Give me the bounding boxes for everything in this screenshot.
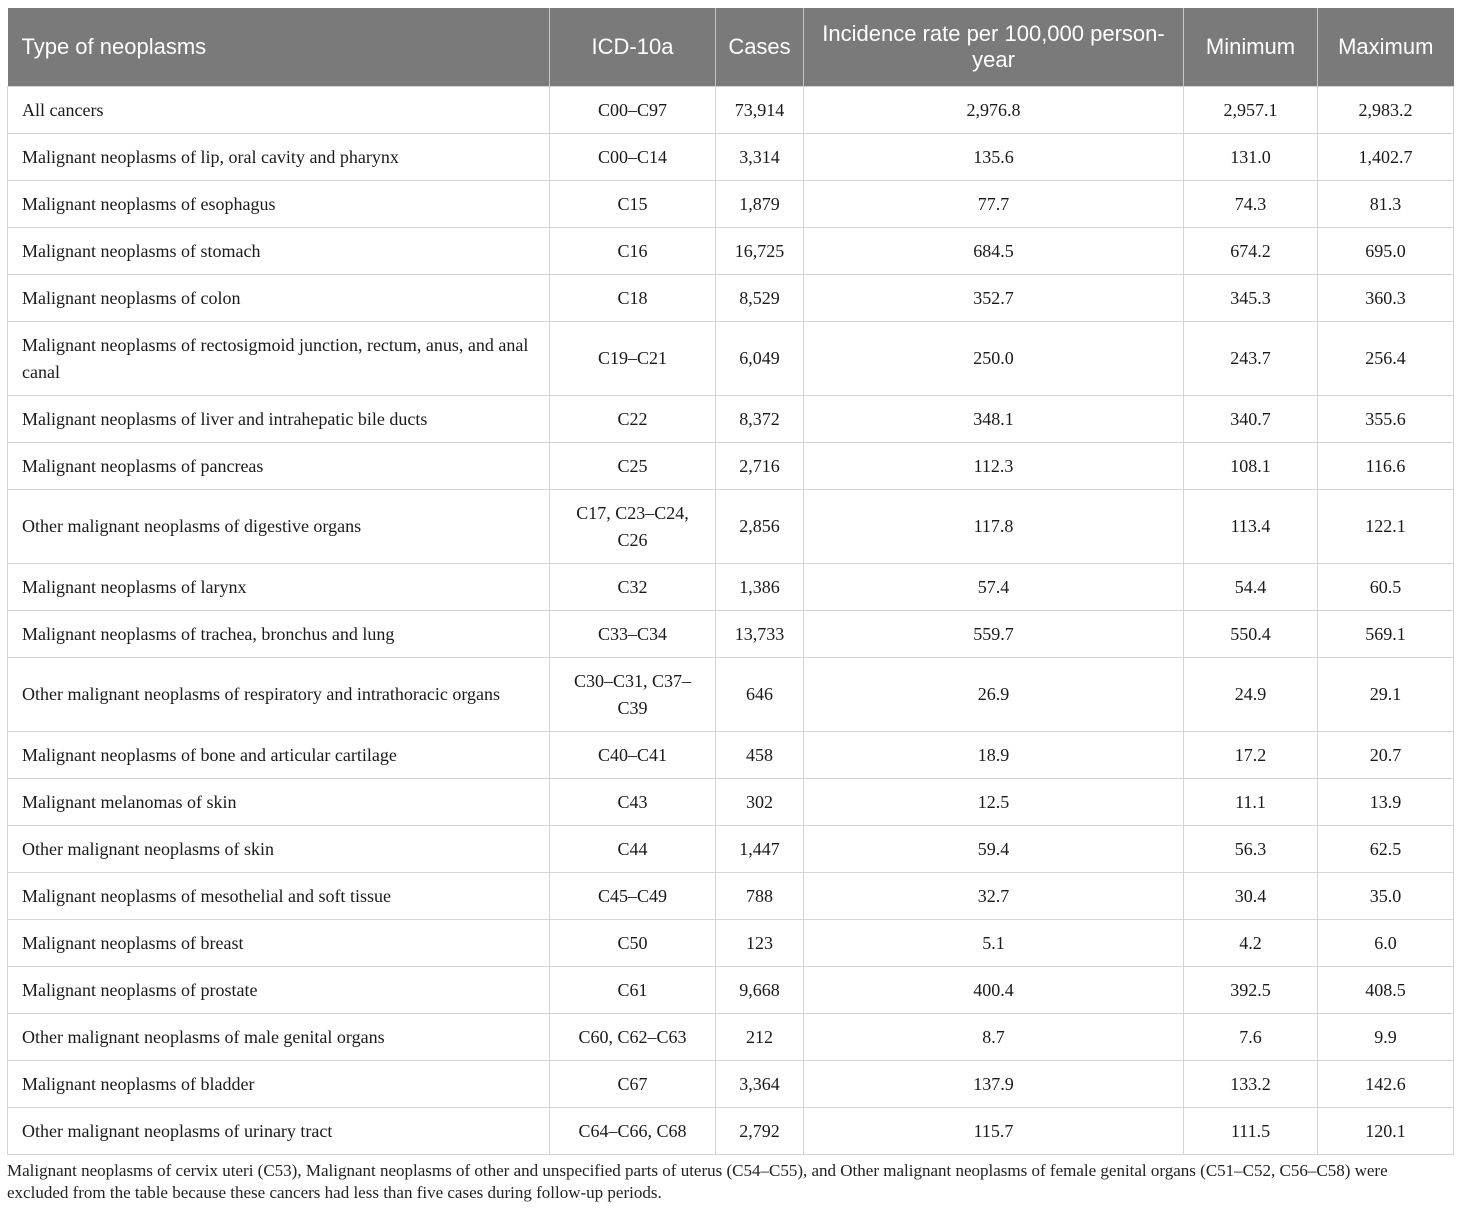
cell-icd: C40–C41 [550, 732, 716, 779]
cell-icd: C00–C97 [550, 87, 716, 134]
cell-maximum: 116.6 [1318, 443, 1454, 490]
cell-icd: C19–C21 [550, 322, 716, 396]
cell-incidence-rate: 12.5 [804, 779, 1184, 826]
cell-maximum: 60.5 [1318, 564, 1454, 611]
cell-minimum: 17.2 [1184, 732, 1318, 779]
header-cases: Cases [716, 8, 804, 87]
table-body [8, 87, 1454, 1155]
table-row [8, 87, 1454, 134]
cell-icd: C44 [550, 826, 716, 873]
table-row [8, 443, 1454, 490]
cell-minimum: 113.4 [1184, 490, 1318, 564]
cell-icd: C25 [550, 443, 716, 490]
cell-minimum: 345.3 [1184, 275, 1318, 322]
cell-maximum: 142.6 [1318, 1061, 1454, 1108]
cell-cases: 8,372 [716, 396, 804, 443]
cell-cases: 8,529 [716, 275, 804, 322]
cell-icd: C30–C31, C37–C39 [550, 658, 716, 732]
cell-incidence-rate: 559.7 [804, 611, 1184, 658]
cell-incidence-rate: 137.9 [804, 1061, 1184, 1108]
cell-maximum: 695.0 [1318, 228, 1454, 275]
cell-incidence-rate: 250.0 [804, 322, 1184, 396]
cell-cases: 13,733 [716, 611, 804, 658]
table-row [8, 564, 1454, 611]
table-row [8, 611, 1454, 658]
table-row [8, 1108, 1454, 1155]
cell-type: Malignant neoplasms of esophagus [8, 181, 550, 228]
cell-icd: C15 [550, 181, 716, 228]
cell-cases: 2,856 [716, 490, 804, 564]
cell-type: Malignant neoplasms of pancreas [8, 443, 550, 490]
cell-incidence-rate: 348.1 [804, 396, 1184, 443]
cell-cases: 302 [716, 779, 804, 826]
cell-maximum: 6.0 [1318, 920, 1454, 967]
cell-cases: 6,049 [716, 322, 804, 396]
cell-minimum: 340.7 [1184, 396, 1318, 443]
cell-minimum: 30.4 [1184, 873, 1318, 920]
cell-minimum: 2,957.1 [1184, 87, 1318, 134]
cell-maximum: 1,402.7 [1318, 134, 1454, 181]
cell-incidence-rate: 32.7 [804, 873, 1184, 920]
cell-incidence-rate: 400.4 [804, 967, 1184, 1014]
cell-icd: C18 [550, 275, 716, 322]
table-row [8, 228, 1454, 275]
table-row [8, 826, 1454, 873]
cell-icd: C61 [550, 967, 716, 1014]
header-row [8, 8, 1454, 87]
cell-type: Other malignant neoplasms of respiratory and intrathoracic organs [8, 658, 550, 732]
cell-cases: 458 [716, 732, 804, 779]
cell-cases: 1,447 [716, 826, 804, 873]
table-row [8, 732, 1454, 779]
cell-type: Malignant neoplasms of stomach [8, 228, 550, 275]
table-row [8, 967, 1454, 1014]
cell-maximum: 408.5 [1318, 967, 1454, 1014]
cell-icd: C16 [550, 228, 716, 275]
cell-maximum: 360.3 [1318, 275, 1454, 322]
cell-type: Malignant neoplasms of bladder [8, 1061, 550, 1108]
table-row [8, 920, 1454, 967]
cell-icd: C64–C66, C68 [550, 1108, 716, 1155]
cell-incidence-rate: 112.3 [804, 443, 1184, 490]
cell-minimum: 108.1 [1184, 443, 1318, 490]
cell-cases: 123 [716, 920, 804, 967]
cell-minimum: 56.3 [1184, 826, 1318, 873]
header-incidence-rate: Incidence rate per 100,000 person-year [804, 8, 1184, 87]
cell-cases: 3,364 [716, 1061, 804, 1108]
cell-icd: C67 [550, 1061, 716, 1108]
cell-cases: 2,716 [716, 443, 804, 490]
cell-type: Other malignant neoplasms of urinary tract [8, 1108, 550, 1155]
cell-maximum: 62.5 [1318, 826, 1454, 873]
cell-minimum: 4.2 [1184, 920, 1318, 967]
cell-cases: 73,914 [716, 87, 804, 134]
cell-incidence-rate: 77.7 [804, 181, 1184, 228]
table-row [8, 396, 1454, 443]
cell-incidence-rate: 5.1 [804, 920, 1184, 967]
cell-minimum: 11.1 [1184, 779, 1318, 826]
table-row [8, 134, 1454, 181]
cell-type: Malignant neoplasms of rectosigmoid junction, rectum, anus, and anal canal [8, 322, 550, 396]
cell-icd: C00–C14 [550, 134, 716, 181]
table-row [8, 1014, 1454, 1061]
cell-maximum: 355.6 [1318, 396, 1454, 443]
cell-cases: 2,792 [716, 1108, 804, 1155]
cell-cases: 9,668 [716, 967, 804, 1014]
cell-cases: 788 [716, 873, 804, 920]
cell-icd: C45–C49 [550, 873, 716, 920]
table-row [8, 779, 1454, 826]
header-type: Type of neoplasms [8, 8, 550, 87]
cell-cases: 16,725 [716, 228, 804, 275]
cell-type: Malignant neoplasms of liver and intrahepatic bile ducts [8, 396, 550, 443]
table-row [8, 322, 1454, 396]
cell-incidence-rate: 2,976.8 [804, 87, 1184, 134]
cell-cases: 646 [716, 658, 804, 732]
cell-incidence-rate: 26.9 [804, 658, 1184, 732]
cell-maximum: 13.9 [1318, 779, 1454, 826]
cell-maximum: 2,983.2 [1318, 87, 1454, 134]
cell-incidence-rate: 59.4 [804, 826, 1184, 873]
cell-minimum: 674.2 [1184, 228, 1318, 275]
table-row [8, 1061, 1454, 1108]
table-row [8, 490, 1454, 564]
table-row [8, 873, 1454, 920]
header-minimum: Minimum [1184, 8, 1318, 87]
cell-maximum: 569.1 [1318, 611, 1454, 658]
table-container [7, 8, 1453, 1155]
cell-type: Other malignant neoplasms of male genital organs [8, 1014, 550, 1061]
cell-minimum: 24.9 [1184, 658, 1318, 732]
cell-maximum: 9.9 [1318, 1014, 1454, 1061]
table-row [8, 658, 1454, 732]
cell-minimum: 133.2 [1184, 1061, 1318, 1108]
cell-minimum: 243.7 [1184, 322, 1318, 396]
cell-minimum: 54.4 [1184, 564, 1318, 611]
cell-type: Other malignant neoplasms of skin [8, 826, 550, 873]
cell-cases: 1,879 [716, 181, 804, 228]
cell-icd: C60, C62–C63 [550, 1014, 716, 1061]
cell-type: Malignant neoplasms of trachea, bronchus and lung [8, 611, 550, 658]
cell-type: Malignant neoplasms of colon [8, 275, 550, 322]
table-footnote: Malignant neoplasms of cervix uteri (C53), Malignant neoplasms of other and unspecified parts of uterus (C54–C55), and Other malignant neoplasms of female genital organs (C51–C52, C56–C58) were excluded from the table because these cancers had less than five cases during follow-up periods. [7, 1161, 1388, 1202]
cell-type: Malignant neoplasms of breast [8, 920, 550, 967]
cell-type: Malignant neoplasms of lip, oral cavity and pharynx [8, 134, 550, 181]
cell-incidence-rate: 18.9 [804, 732, 1184, 779]
cell-incidence-rate: 135.6 [804, 134, 1184, 181]
cell-maximum: 29.1 [1318, 658, 1454, 732]
cell-cases: 3,314 [716, 134, 804, 181]
cell-icd: C17, C23–C24, C26 [550, 490, 716, 564]
cell-minimum: 131.0 [1184, 134, 1318, 181]
cell-type: Malignant neoplasms of bone and articular cartilage [8, 732, 550, 779]
cell-maximum: 120.1 [1318, 1108, 1454, 1155]
cell-cases: 1,386 [716, 564, 804, 611]
cell-maximum: 81.3 [1318, 181, 1454, 228]
cell-icd: C33–C34 [550, 611, 716, 658]
table-row [8, 275, 1454, 322]
cell-minimum: 392.5 [1184, 967, 1318, 1014]
cell-icd: C50 [550, 920, 716, 967]
cell-minimum: 7.6 [1184, 1014, 1318, 1061]
table-row [8, 181, 1454, 228]
neoplasm-incidence-table [7, 8, 1454, 1155]
cell-type: Malignant neoplasms of larynx [8, 564, 550, 611]
cell-minimum: 550.4 [1184, 611, 1318, 658]
cell-cases: 212 [716, 1014, 804, 1061]
cell-type: Malignant neoplasms of prostate [8, 967, 550, 1014]
cell-type: Malignant melanomas of skin [8, 779, 550, 826]
cell-incidence-rate: 8.7 [804, 1014, 1184, 1061]
cell-icd: C32 [550, 564, 716, 611]
cell-maximum: 20.7 [1318, 732, 1454, 779]
cell-type: All cancers [8, 87, 550, 134]
header-maximum: Maximum [1318, 8, 1454, 87]
cell-incidence-rate: 684.5 [804, 228, 1184, 275]
cell-icd: C43 [550, 779, 716, 826]
cell-incidence-rate: 57.4 [804, 564, 1184, 611]
header-icd: ICD-10a [550, 8, 716, 87]
cell-incidence-rate: 352.7 [804, 275, 1184, 322]
cell-maximum: 122.1 [1318, 490, 1454, 564]
cell-icd: C22 [550, 396, 716, 443]
cell-minimum: 111.5 [1184, 1108, 1318, 1155]
cell-incidence-rate: 117.8 [804, 490, 1184, 564]
cell-maximum: 256.4 [1318, 322, 1454, 396]
cell-type: Malignant neoplasms of mesothelial and soft tissue [8, 873, 550, 920]
cell-type: Other malignant neoplasms of digestive organs [8, 490, 550, 564]
cell-incidence-rate: 115.7 [804, 1108, 1184, 1155]
cell-minimum: 74.3 [1184, 181, 1318, 228]
cell-maximum: 35.0 [1318, 873, 1454, 920]
